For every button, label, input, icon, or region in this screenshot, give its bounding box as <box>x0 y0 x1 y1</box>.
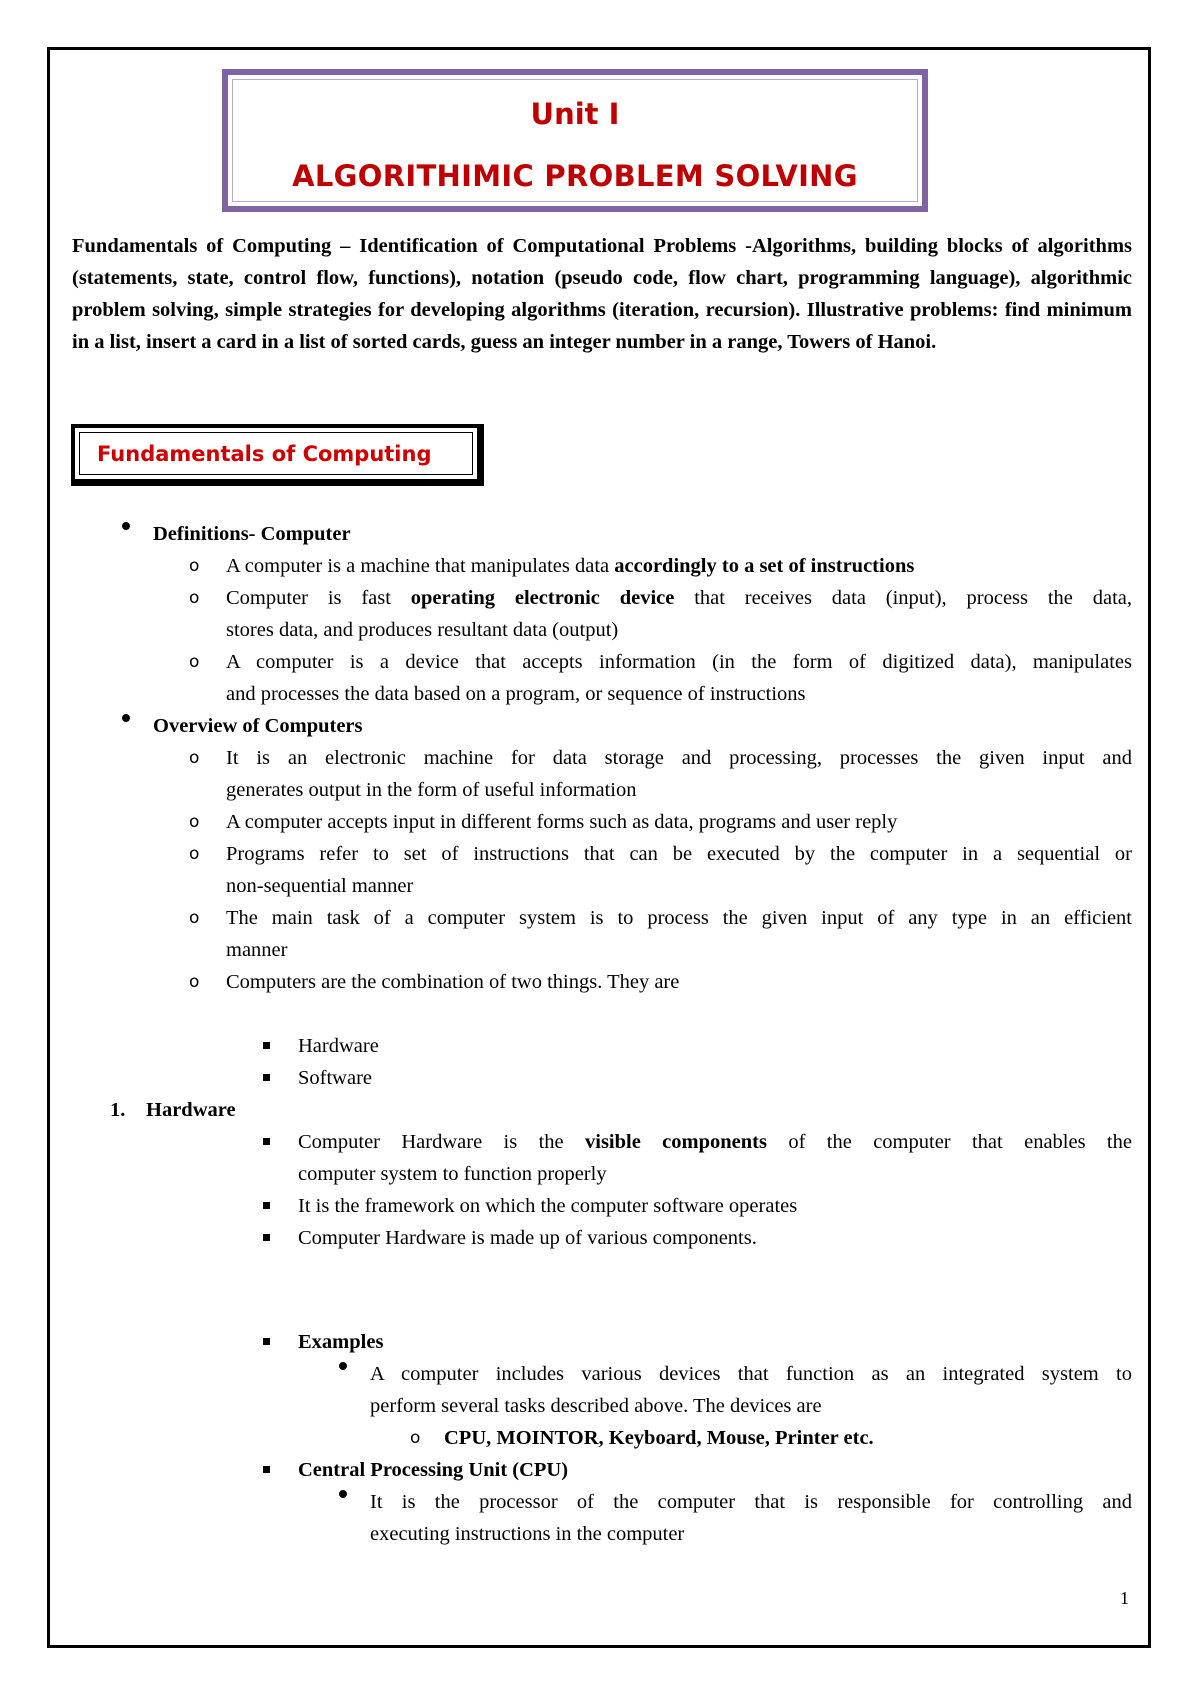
list-item: Computers are the combination of two things. They are <box>226 971 680 993</box>
bullet-icon <box>122 714 130 722</box>
overview-heading: Overview of Computers <box>153 715 363 737</box>
square-bullet-icon <box>263 1330 270 1345</box>
section-heading: Fundamentals of Computing <box>97 442 432 466</box>
list-item: Computer Hardware is made up of various components. <box>298 1227 757 1249</box>
square-bullet-icon <box>263 1034 270 1049</box>
list-item-continuation: computer system to function properly <box>298 1163 607 1185</box>
title-box <box>222 69 928 212</box>
list-item: A computer includes various devices that function as an integrated system to <box>370 1363 1132 1385</box>
square-bullet-icon <box>263 1130 270 1145</box>
page-number: 1 <box>1120 1588 1129 1608</box>
list-item: A computer accepts input in different forms such as data, programs and user reply <box>226 811 898 833</box>
circle-bullet-icon: o <box>189 972 200 992</box>
circle-bullet-icon: o <box>189 588 200 608</box>
page-title: ALGORITHIMIC PROBLEM SOLVING <box>292 159 858 193</box>
square-bullet-icon <box>263 1226 270 1241</box>
list-item: A computer is a machine that manipulates data accordingly to a set of instructions <box>226 555 915 577</box>
list-item-continuation: non-sequential manner <box>226 875 414 897</box>
list-item: It is an electronic machine for data storage and processing, processes the given input and <box>226 747 1132 769</box>
list-item: Hardware <box>298 1035 379 1057</box>
list-item-continuation: executing instructions in the computer <box>370 1523 685 1545</box>
list-item: Software <box>298 1067 373 1089</box>
unit-label: Unit I <box>530 97 620 131</box>
circle-bullet-icon: o <box>410 1428 421 1448</box>
syllabus-paragraph: Fundamentals of Computing – Identification of Computational Problems -Algorithms, building blocks of algorithms (statements, state, control flow, functions), notation (pseudo code, flow chart, programming language), algorithmic problem solving, simple strategies for developing algorithms (iteration, recursion). Illustrative problems: find minimum in a list, insert a card in a list of sorted cards, guess an integer number in a range, Towers of Hanoi. <box>72 235 1132 353</box>
list-item-continuation: perform several tasks described above. The devices are <box>370 1395 822 1417</box>
list-item: The main task of a computer system is to process the given input of any type in an efficient <box>226 907 1132 929</box>
list-item: It is the framework on which the computer software operates <box>298 1195 798 1217</box>
hardware-number: 1. <box>110 1099 126 1121</box>
list-item: Computer is fast operating electronic device that receives data (input), process the data, <box>226 587 1132 609</box>
square-bullet-icon <box>263 1458 270 1473</box>
circle-bullet-icon: o <box>189 652 200 672</box>
list-item-continuation: and processes the data based on a program, or sequence of instructions <box>226 683 806 705</box>
examples-heading: Examples <box>298 1331 384 1353</box>
devices-list: CPU, MOINTOR, Keyboard, Mouse, Printer etc. <box>444 1427 874 1449</box>
list-item: Programs refer to set of instructions that can be executed by the computer in a sequential or <box>226 843 1132 865</box>
list-item-continuation: manner <box>226 939 288 961</box>
list-item-continuation: generates output in the form of useful information <box>226 779 637 801</box>
bullet-icon <box>122 522 130 530</box>
hardware-heading: Hardware <box>146 1099 236 1121</box>
circle-bullet-icon: o <box>189 748 200 768</box>
square-bullet-icon <box>263 1066 270 1081</box>
bullet-icon <box>339 1490 347 1498</box>
list-item: A computer is a device that accepts information (in the form of digitized data), manipulates <box>226 651 1132 673</box>
circle-bullet-icon: o <box>189 908 200 928</box>
list-item: It is the processor of the computer that is responsible for controlling and <box>370 1491 1132 1513</box>
circle-bullet-icon: o <box>189 556 200 576</box>
section-heading-box <box>71 424 484 486</box>
square-bullet-icon <box>263 1194 270 1209</box>
cpu-heading: Central Processing Unit (CPU) <box>298 1459 569 1481</box>
definitions-heading: Definitions- Computer <box>153 523 351 545</box>
list-item-continuation: stores data, and produces resultant data (output) <box>226 619 619 641</box>
circle-bullet-icon: o <box>189 812 200 832</box>
bullet-icon <box>339 1362 347 1370</box>
circle-bullet-icon: o <box>189 844 200 864</box>
list-item: Computer Hardware is the visible components of the computer that enables the <box>298 1131 1132 1153</box>
